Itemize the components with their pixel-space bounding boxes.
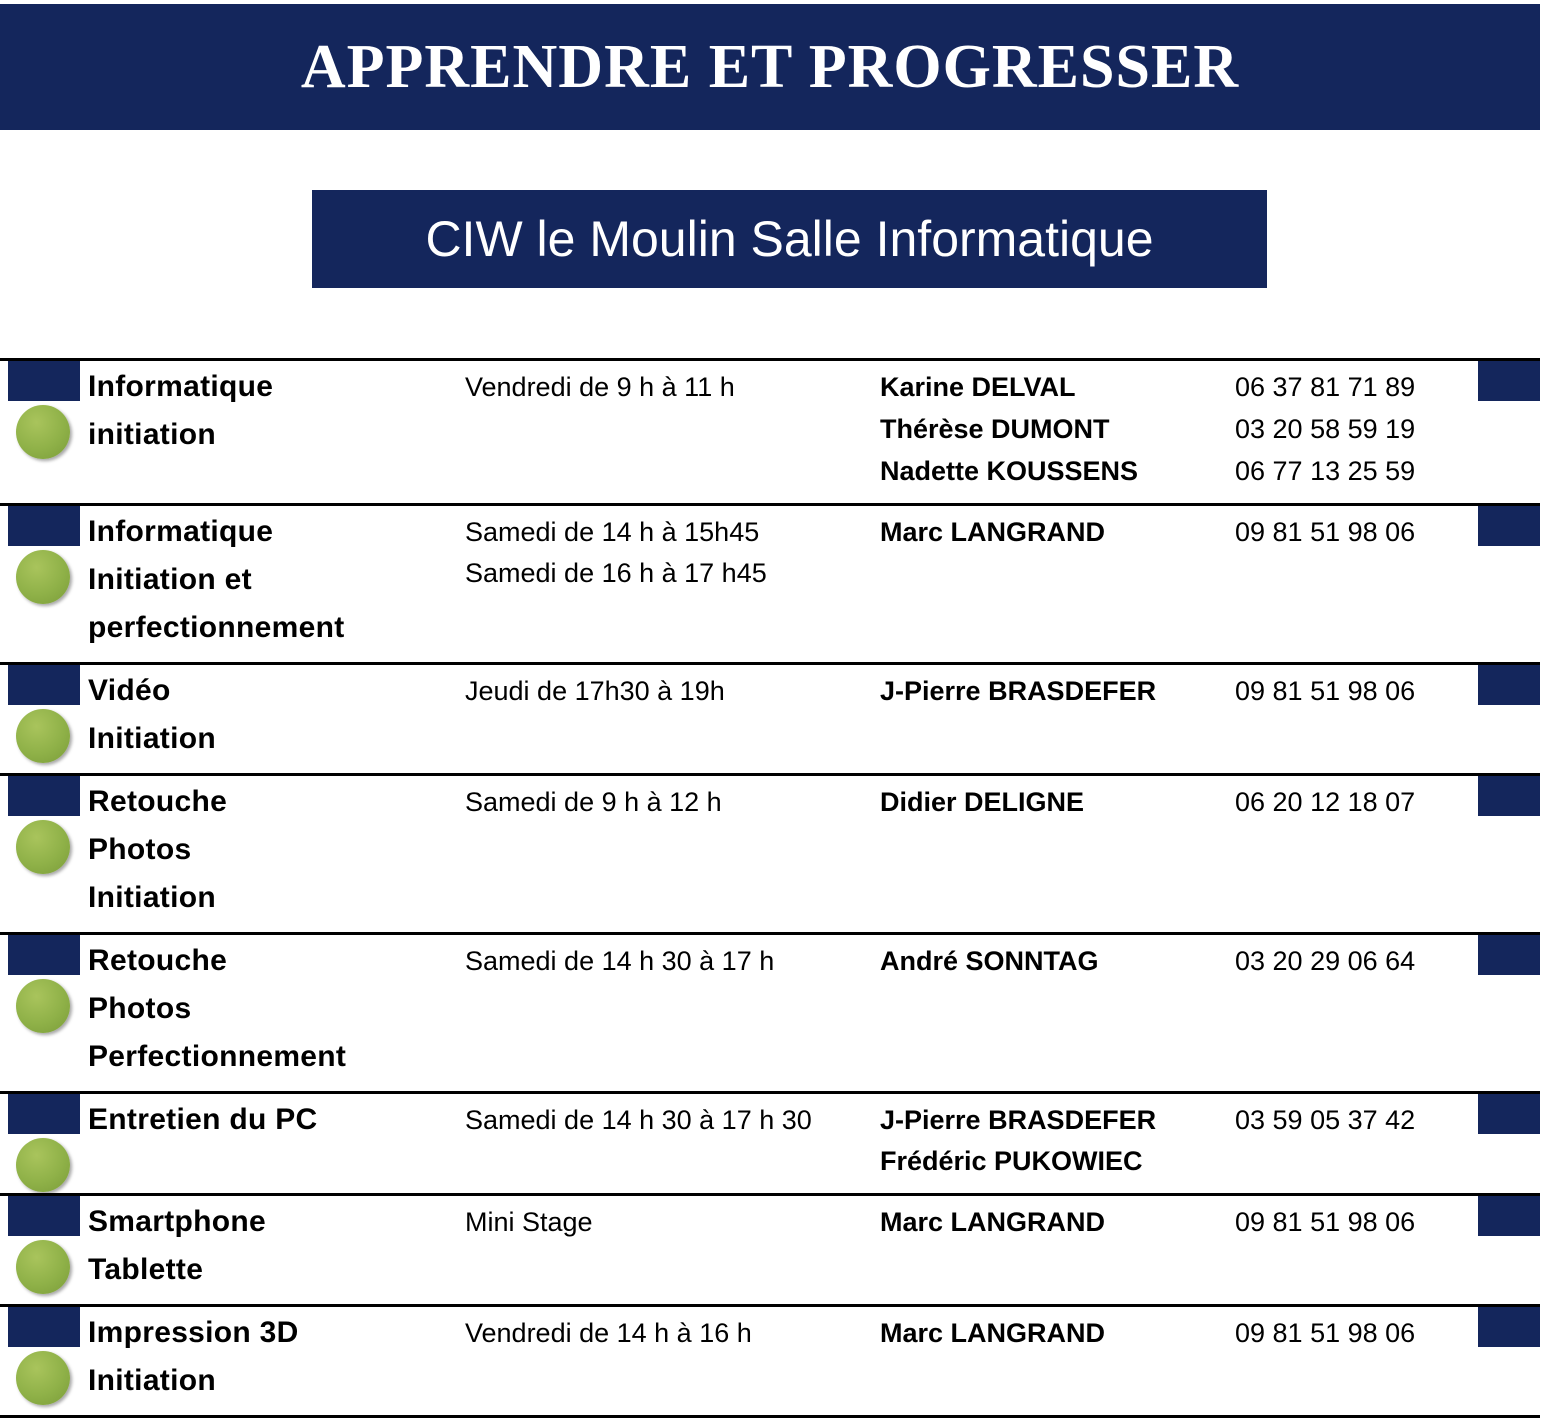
green-dot-icon (16, 979, 70, 1033)
schedule-line: Samedi de 9 h à 12 h (465, 786, 722, 817)
course-contact-cell (880, 774, 1235, 933)
row-marker-cell (0, 1306, 80, 1417)
row-end-cell (1475, 1195, 1540, 1306)
contacts-line: Karine DELVAL (880, 372, 1076, 402)
schedule-line: Samedi de 14 h 30 à 17 h 30 (465, 1104, 812, 1135)
green-dot-icon (16, 1138, 70, 1192)
navy-square-marker (8, 665, 80, 705)
course-schedule-cell (465, 933, 880, 1092)
row-end-cell (1475, 1092, 1540, 1195)
contacts-line: Didier DELIGNE (880, 786, 1085, 817)
phones-line: 06 20 12 18 07 (1235, 786, 1416, 817)
course-name-cell (80, 774, 465, 933)
navy-square-marker (8, 935, 80, 975)
phones-line: 09 81 51 98 06 (1235, 1207, 1416, 1238)
navy-square-marker-right (1478, 776, 1540, 816)
course-contact-cell (880, 1306, 1235, 1417)
name-line: Retouche (88, 943, 228, 977)
course-phone-cell (1235, 774, 1475, 933)
name-line: Initiation et (88, 562, 252, 596)
contacts-line: Marc LANGRAND (880, 1207, 1106, 1238)
phones-line: 03 20 58 59 19 (1235, 413, 1416, 444)
name-line: Tablette (88, 1253, 204, 1287)
navy-square-marker (8, 361, 80, 401)
page-title-banner (0, 4, 1540, 130)
phones-line: 03 59 05 37 42 (1235, 1104, 1416, 1135)
name-line: Initiation (88, 880, 216, 914)
phones-line: 06 77 13 25 59 (1235, 455, 1416, 486)
course-phone-cell (1235, 1092, 1475, 1195)
course-name-cell (80, 663, 465, 774)
green-dot-icon (16, 1240, 70, 1294)
course-phone-cell (1235, 504, 1475, 663)
course-phone-cell (1235, 663, 1475, 774)
course-name-cell (80, 360, 465, 505)
row-end-cell (1475, 663, 1540, 774)
table-row (0, 504, 1540, 663)
navy-square-marker-right (1478, 665, 1540, 705)
contacts-line: Frédéric PUKOWIEC (880, 1146, 1143, 1177)
table-row (0, 1092, 1540, 1195)
navy-square-marker-right (1478, 1094, 1540, 1134)
subtitle: CIW le Moulin Salle Informatique (425, 211, 1154, 267)
name-line: Retouche (88, 784, 228, 818)
name-line: Photos (88, 991, 192, 1025)
table-row (0, 933, 1540, 1092)
course-name-cell (80, 504, 465, 663)
courses-table-body (0, 360, 1540, 1417)
subtitle-banner (312, 190, 1267, 288)
course-schedule-cell (465, 504, 880, 663)
green-dot-icon (16, 709, 70, 763)
schedule-line: Jeudi de 17h30 à 19h (465, 675, 725, 706)
course-phone-cell (1235, 1195, 1475, 1306)
table-row (0, 663, 1540, 774)
green-dot-icon (16, 550, 70, 604)
navy-square-marker (8, 1196, 80, 1236)
row-end-cell (1475, 360, 1540, 505)
contacts-line: Nadette KOUSSENS (880, 455, 1139, 486)
course-schedule-cell (465, 1092, 880, 1195)
schedule-line: Vendredi de 14 h à 16 h (465, 1318, 752, 1349)
name-line: Vidéo (88, 673, 171, 707)
contacts-line: Marc LANGRAND (880, 516, 1106, 547)
phones-line: 06 37 81 71 89 (1235, 372, 1416, 402)
course-name-cell (80, 933, 465, 1092)
name-line: Photos (88, 832, 192, 866)
phones-line: 09 81 51 98 06 (1235, 675, 1416, 706)
schedule-line: Samedi de 14 h à 15h45 (465, 516, 760, 547)
row-marker-cell (0, 1092, 80, 1195)
course-schedule-cell (465, 1195, 880, 1306)
course-contact-cell (880, 933, 1235, 1092)
schedule-line: Vendredi de 9 h à 11 h (465, 372, 735, 402)
course-contact-cell (880, 504, 1235, 663)
name-line: perfectionnement (88, 610, 345, 644)
row-marker-cell (0, 663, 80, 774)
name-line: initiation (88, 418, 216, 451)
course-schedule-cell (465, 663, 880, 774)
row-marker-cell (0, 360, 80, 505)
name-line: Initiation (88, 721, 216, 755)
course-name-cell (80, 1195, 465, 1306)
schedule-line: Mini Stage (465, 1207, 593, 1238)
table-row (0, 360, 1540, 505)
contacts-line: Thérèse DUMONT (880, 413, 1110, 444)
row-end-cell (1475, 1306, 1540, 1417)
row-end-cell (1475, 774, 1540, 933)
course-contact-cell (880, 1092, 1235, 1195)
course-name-cell (80, 1306, 465, 1417)
course-schedule-cell (465, 1306, 880, 1417)
contacts-line: J-Pierre BRASDEFER (880, 1104, 1157, 1135)
row-end-cell (1475, 933, 1540, 1092)
phones-line: 09 81 51 98 06 (1235, 1318, 1416, 1349)
phones-line: 09 81 51 98 06 (1235, 516, 1416, 547)
name-line: Perfectionnement (88, 1039, 347, 1073)
table-row (0, 1306, 1540, 1417)
course-name-cell (80, 1092, 465, 1195)
row-marker-cell (0, 1195, 80, 1306)
page-title: APPRENDRE ET PROGRESSER (300, 32, 1240, 101)
table-row (0, 1195, 1540, 1306)
navy-square-marker (8, 776, 80, 816)
navy-square-marker-right (1478, 506, 1540, 546)
green-dot-icon (16, 405, 70, 459)
row-marker-cell (0, 504, 80, 663)
course-phone-cell (1235, 360, 1475, 505)
navy-square-marker (8, 1094, 80, 1134)
course-contact-cell (880, 1195, 1235, 1306)
row-marker-cell (0, 933, 80, 1092)
navy-square-marker (8, 1307, 80, 1347)
contacts-line: J-Pierre BRASDEFER (880, 675, 1157, 706)
row-marker-cell (0, 774, 80, 933)
row-end-cell (1475, 504, 1540, 663)
schedule-line: Samedi de 16 h à 17 h45 (465, 558, 767, 589)
phones-line: 03 20 29 06 64 (1235, 945, 1416, 976)
name-line: Entretien du PC (88, 1102, 318, 1136)
course-contact-cell (880, 360, 1235, 505)
course-schedule-cell (465, 360, 880, 505)
navy-square-marker-right (1478, 1196, 1540, 1236)
course-contact-cell (880, 663, 1235, 774)
course-schedule-cell (465, 774, 880, 933)
schedule-line: Samedi de 14 h 30 à 17 h (465, 945, 775, 976)
navy-square-marker-right (1478, 361, 1540, 401)
contacts-line: Marc LANGRAND (880, 1318, 1106, 1349)
course-phone-cell (1235, 1306, 1475, 1417)
name-line: Informatique (88, 370, 274, 403)
contacts-line: André SONNTAG (880, 945, 1099, 976)
name-line: Informatique (88, 514, 274, 548)
name-line: Impression 3D (88, 1316, 299, 1350)
navy-square-marker-right (1478, 935, 1540, 975)
courses-table (0, 358, 1540, 1418)
navy-square-marker (8, 506, 80, 546)
navy-square-marker-right (1478, 1307, 1540, 1347)
name-line: Initiation (88, 1364, 216, 1398)
name-line: Smartphone (88, 1205, 267, 1239)
course-phone-cell (1235, 933, 1475, 1092)
table-row (0, 774, 1540, 933)
green-dot-icon (16, 1351, 70, 1405)
green-dot-icon (16, 820, 70, 874)
